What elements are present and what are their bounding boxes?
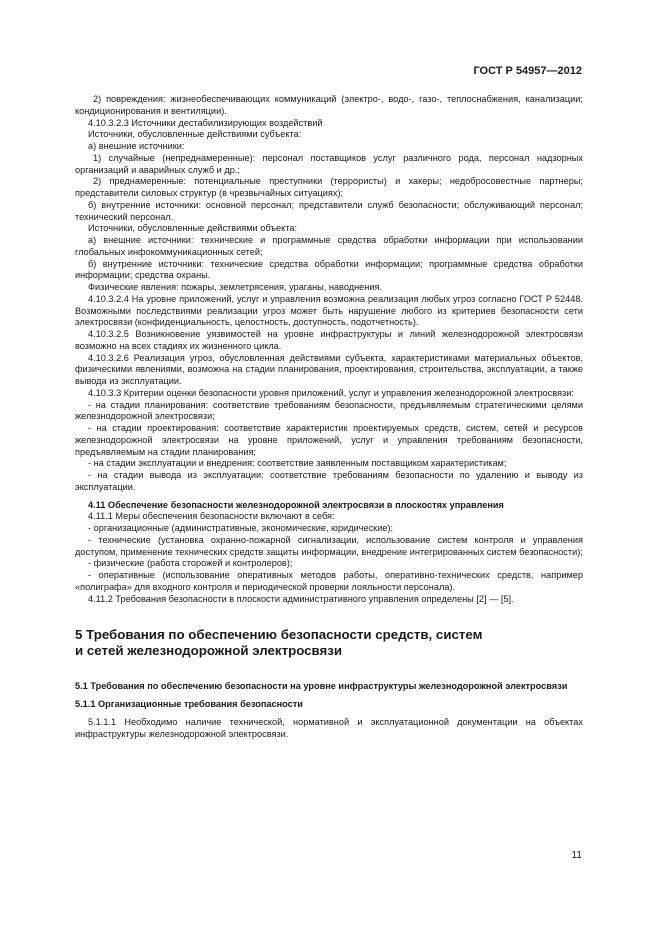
list-item: - физические (работа сторожей и контролеров); xyxy=(88,558,293,569)
paragraph: а) внешние источники: xyxy=(88,141,185,151)
paragraph: Источники, обусловленные действиями субъекта: xyxy=(88,129,302,140)
section-title xyxy=(75,627,583,659)
document-code: ГОСТ Р 54957—2012 xyxy=(473,65,582,77)
paragraph: 4.11.2 Требования безопасности в плоскости административного управления определены [2] — [5]. xyxy=(88,593,514,604)
list-item: - на стадии планирования: соответствие требованиям безопасности, предъявляемым стратегическими целями железнодорожной электросвязи; xyxy=(75,399,583,422)
list-item: - технические (установка охранно-пожарной сигнализации, использование систем контроля и управления доступом, применение технических средств защиты информации, внедрение интегрированных систем безопасности); xyxy=(75,534,583,557)
list-item: - оперативные (использование оперативных методов работы, оперативно-технических средств, например «полиграфа» для входного контроля и периодической проверки лояльности персонала). xyxy=(75,570,583,592)
paragraph: 2) повреждения: жизнеобеспечивающих коммуникаций (электро-, водо-, газо-, теплоснабжения, канализации; кондиционирования и вентиляции). xyxy=(75,94,583,116)
paragraph: 4.10.3.3 Критерии оценки безопасности уровня приложений, услуг и управления железнодорожной электросвязи: xyxy=(88,387,574,398)
subsection-heading: 5.1.1 Организационные требования безопасности xyxy=(75,699,303,709)
list-item: - организационные (административные, экономические, юридические); xyxy=(88,523,394,533)
document-body xyxy=(75,94,583,740)
paragraph: Физические явления: пожары, землетрясения, ураганы, наводнения. xyxy=(88,282,382,292)
list-item: - на стадии проектирования: соответствие характеристик проектируемых средств, систем, сетей и ресурсов железнодорожной электросвязи на уровне приложений, услуг и управления требованиям безопасности, предъявляемым на стадии планирования; xyxy=(75,423,583,457)
paragraph: б) внутренние источники: основной персонал; представители служб безопасности; обслуживающий персонал; технический персонал. xyxy=(75,199,583,222)
paragraph: 2) преднамеренные: потенциальные преступники (террористы) и хакеры; недобросовестные партнеры; представители силовых структур (в чрезвычайных ситуациях); xyxy=(75,176,583,198)
paragraph: 4.10.3.2.3 Источники дестабилизирующих воздействий xyxy=(88,117,323,128)
paragraph: б) внутренние источники: технические средства обработки информации; программные средства обработки информации; средства охраны. xyxy=(75,258,583,281)
list-item: - на стадии эксплуатации и внедрения: соответствие заявленным поставщиком характеристикам; xyxy=(88,458,507,469)
subsection-heading: 5.1 Требования по обеспечению безопасности на уровне инфраструктуры железнодорожной электросвязи xyxy=(75,681,568,692)
subsection-heading: 4.11 Обеспечение безопасности железнодорожной электросвязи в плоскостях управления xyxy=(88,499,504,510)
paragraph: 1) случайные (непреднамеренные): персонал поставщиков услуг различного рода, персонал надзорных организаций и аварийных служб и др.; xyxy=(75,152,583,175)
paragraph: 5.1.1.1 Необходимо наличие технической, нормативной и эксплуатационной документации на объектах инфраструктуры железнодорожной электросвязи. xyxy=(75,716,583,739)
paragraph: 4.10.3.2.6 Реализация угроз, обусловленная действиями субъекта, характеристиками материальных объектов, физическими явлениями, возможна на стадии планирования, проектирования, строительства, эксплуатации, а также вывода из эксплуатации. xyxy=(75,352,583,386)
section-title-line-2: и сетей железнодорожной электросвязи xyxy=(75,643,343,659)
paragraph: 4.11.1 Меры обеспечения безопасности включают в себя: xyxy=(88,511,335,522)
list-item: - на стадии вывода из эксплуатации: соответствие требованиям безопасности по удалению и выводу из эксплуатации. xyxy=(75,470,583,492)
page-number: 11 xyxy=(571,850,582,861)
paragraph: 4.10.3.2.4 На уровне приложений, услуг и управления возможна реализация любых угроз согласно ГОСТ Р 52448. Возможными последствиями реализации угроз может быть нарушение любого из критериев безопасности сети электросвязи (конфиденциальность, целостность, доступность, подотчетность). xyxy=(75,293,583,328)
paragraph: 4.10.3.2.5 Возникновение уязвимостей на уровне инфраструктуры и линий железнодорожной электросвязи возможно на всех стадиях их жизненного цикла. xyxy=(75,329,583,351)
paragraph: Источники, обусловленные действиями объекта: xyxy=(88,223,298,234)
section-title-line-1: 5 Требования по обеспечению безопасности средств, систем xyxy=(75,627,483,643)
paragraph: а) внешние источники: технические и программные средства обработки информации при использовании глобальных инфокоммуникационных сетей; xyxy=(75,235,583,257)
